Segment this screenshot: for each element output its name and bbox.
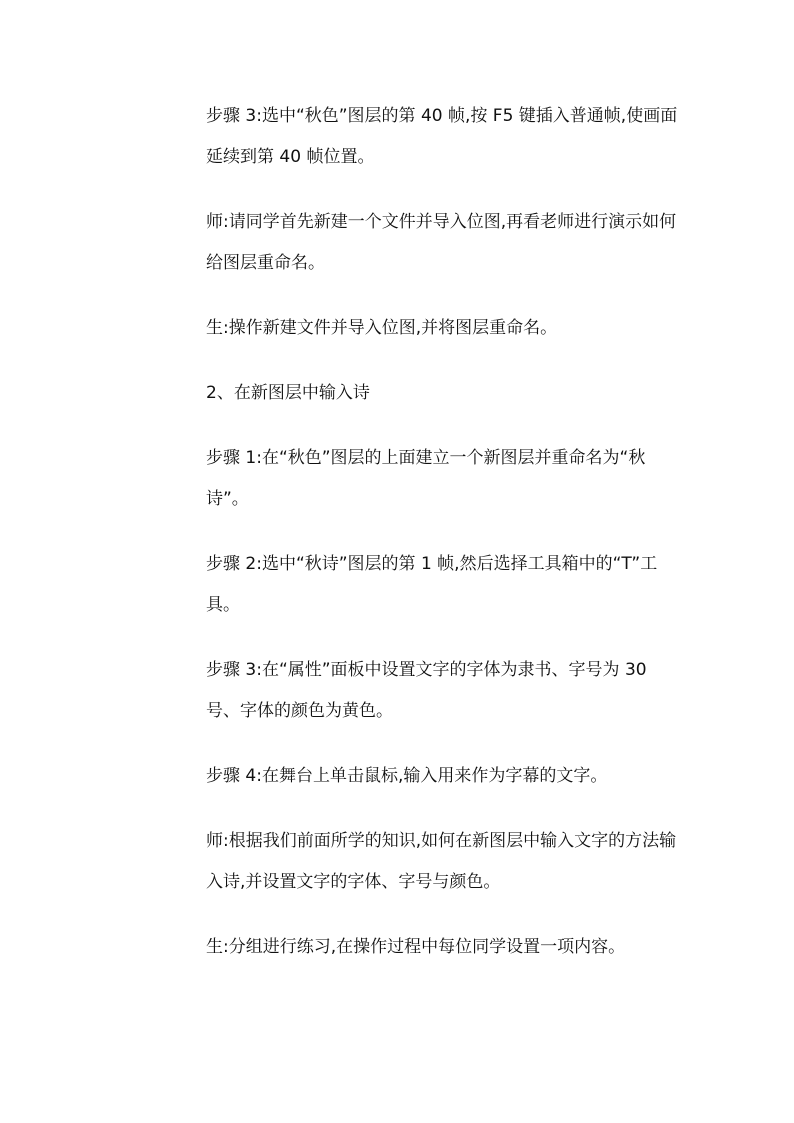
paragraph-step2-text-tool: 步骤 2:选中“秋诗”图层的第 1 帧,然后选择工具箱中的“T”工具。 <box>206 554 658 615</box>
paragraph-step4-type-text: 步骤 4:在舞台上单击鼠标,输入用来作为字幕的文字。 <box>206 766 608 786</box>
paragraph-student-rename: 生:操作新建文件并导入位图,并将图层重命名。 <box>206 318 558 338</box>
paragraph-step3-extend-frames: 步骤 3:选中“秋色”图层的第 40 帧,按 F5 键插入普通帧,使画面延续到第 40 帧位置。 <box>206 106 678 167</box>
section-heading-input-poem: 2、在新图层中输入诗 <box>206 383 370 403</box>
paragraph-teacher-demo-rename: 师:请同学首先新建一个文件并导入位图,再看老师进行演示如何给图层重命名。 <box>206 212 677 273</box>
paragraph-step3-font-settings: 步骤 3:在“属性”面板中设置文字的字体为隶书、字号为 30 号、字体的颜色为黄色。 <box>206 660 647 721</box>
paragraph-student-practice: 生:分组进行练习,在操作过程中每位同学设置一项内容。 <box>206 937 626 957</box>
document-body <box>206 96 684 992</box>
paragraph-teacher-question: 师:根据我们前面所学的知识,如何在新图层中输入文字的方法输入诗,并设置文字的字体、字号与颜色。 <box>206 831 677 892</box>
paragraph-step1-new-layer: 步骤 1:在“秋色”图层的上面建立一个新图层并重命名为“秋诗”。 <box>206 448 646 509</box>
